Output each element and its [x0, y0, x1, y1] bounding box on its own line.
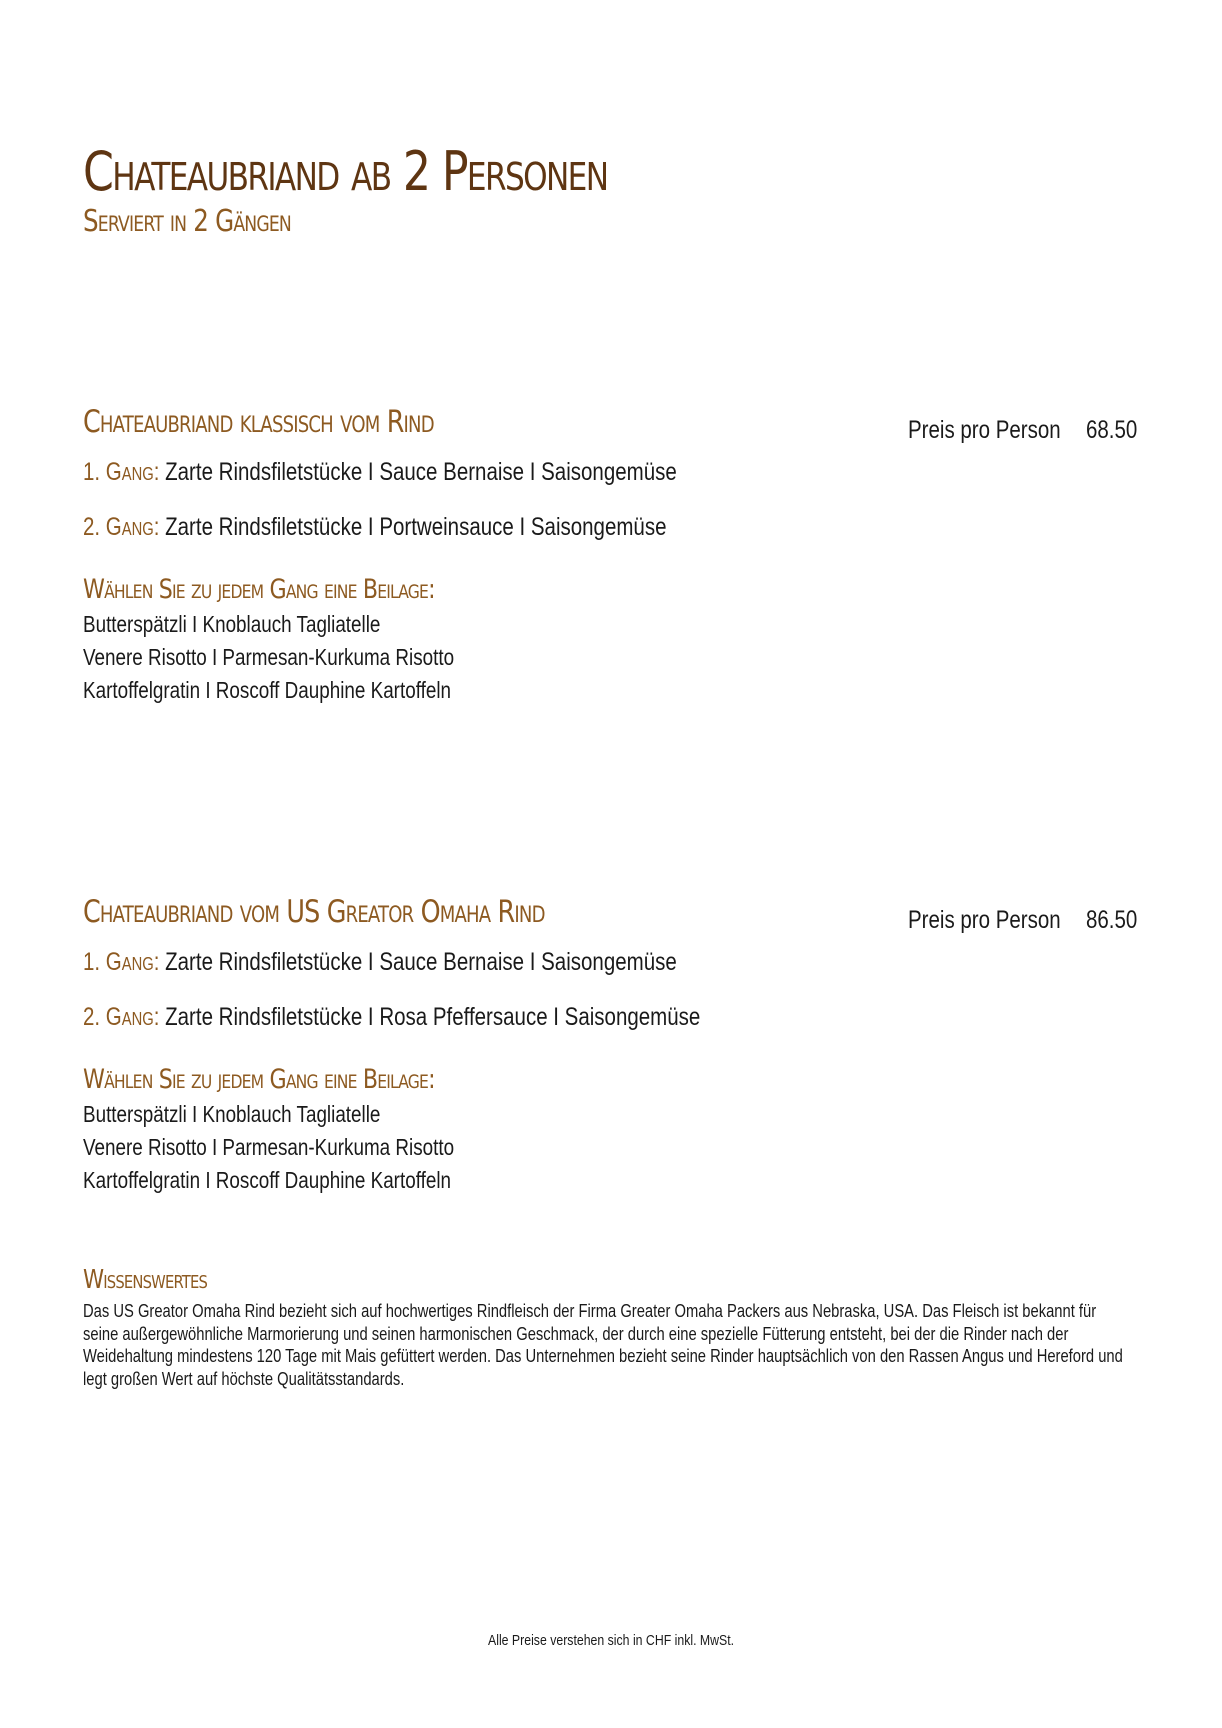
course-text: Zarte Rindsfiletstücke I Rosa Pfeffersauce I Saisongemüse: [165, 1003, 701, 1031]
footer-note: [0, 1632, 1222, 1649]
course-line-1: [83, 942, 952, 997]
side-option-line: Venere Risotto I Parmesan-Kurkuma Risotto: [83, 1134, 455, 1160]
course-label: 1. Gang:: [83, 948, 160, 976]
footer-text: Alle Preise verstehen sich in CHF inkl. MwSt.: [487, 1632, 735, 1649]
info-title: Wissenswertes: [83, 1265, 208, 1295]
course-text: Zarte Rindsfiletstücke I Sauce Bernaise I Saisongemüse: [165, 458, 677, 486]
course-line-1: [83, 452, 952, 507]
side-option-line: Kartoffelgratin I Roscoff Dauphine Kartoffeln: [83, 1167, 452, 1193]
page-subtitle: Serviert in 2 Gängen: [83, 204, 291, 239]
sides-title: Wählen Sie zu jedem Gang eine Beilage:: [83, 1064, 435, 1095]
section-header: [83, 894, 1143, 942]
side-option-line: Kartoffelgratin I Roscoff Dauphine Kartoffeln: [83, 677, 452, 703]
side-option-line: Butterspätzli I Knoblauch Tagliatelle: [83, 611, 381, 637]
price-label: Preis pro Person: [908, 416, 1061, 444]
course-label: 2. Gang:: [83, 1003, 160, 1031]
course-line-2: [83, 507, 952, 562]
price-value: 86.50: [1086, 906, 1138, 934]
course-line-2: [83, 997, 952, 1052]
price-value: 68.50: [1086, 416, 1138, 444]
side-option-line: Butterspätzli I Knoblauch Tagliatelle: [83, 1101, 381, 1127]
side-option-line: Venere Risotto I Parmesan-Kurkuma Risotto: [83, 644, 455, 670]
menu-section-classic: [83, 404, 1143, 707]
course-text: Zarte Rindsfiletstücke I Sauce Bernaise I Saisongemüse: [165, 948, 677, 976]
menu-section-omaha: [83, 894, 1143, 1197]
sides-title: Wählen Sie zu jedem Gang eine Beilage:: [83, 574, 435, 605]
page-title: Chateaubriand ab 2 Personen: [83, 140, 608, 203]
section-title: Chateaubriand vom US Greator Omaha Rind: [83, 894, 545, 930]
section-header: [83, 404, 1143, 452]
info-text: Das US Greator Omaha Rind bezieht sich auf hochwertiges Rindfleisch der Firma Greater Omaha Packers aus Nebraska, USA. Das Fleisch ist bekannt für seine außergewöhnliche Marmorierung und seinen harmonischen Geschmack, der durch eine spezielle Fütterung entsteht, bei der die Rinder nach der Weidehaltung mindestens 120 Tage mit Mais gefüttert werden. Das Unternehmen bezieht seine Rinder hauptsächlich von den Rassen Angus und Hereford und legt großen Wert auf höchste Qualitätsstandards.: [83, 1301, 1123, 1389]
course-label: 1. Gang:: [83, 458, 160, 486]
course-label: 2. Gang:: [83, 513, 160, 541]
info-block: [83, 1262, 1123, 1390]
course-text: Zarte Rindsfiletstücke I Portweinsauce I Saisongemüse: [165, 513, 667, 541]
section-title: Chateaubriand klassisch vom Rind: [83, 404, 434, 440]
price-label: Preis pro Person: [908, 906, 1061, 934]
